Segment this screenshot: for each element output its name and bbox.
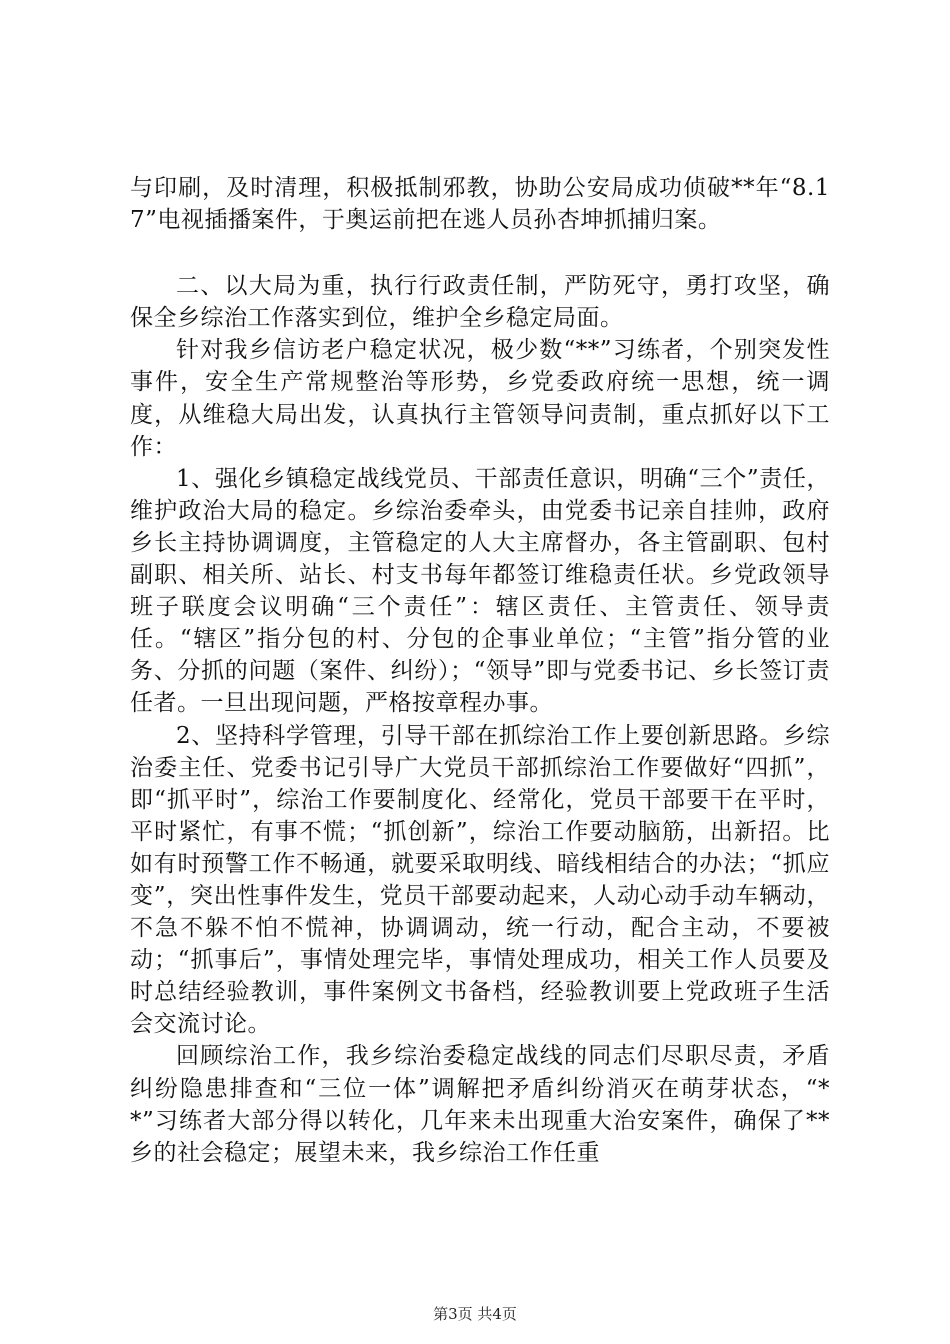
page-number-footer: 第3页 共4页 bbox=[433, 1305, 517, 1323]
paragraph-review: 回顾综治工作，我乡综治委稳定战线的同志们尽职尽责，矛盾纠纷隐患排查和“三位一体”调解把矛盾纠纷消灭在萌芽状态，“**”习练者大部分得以转化，几年来未出现重大治安案件，确保了**乡的社会稳定；展望未来，我乡综治工作任重 bbox=[130, 1043, 830, 1166]
paragraph-item-1: 1、强化乡镇稳定战线党员、干部责任意识，明确“三个”责任，维护政治大局的稳定。乡综治委牵头，由党委书记亲自挂帅，政府乡长主持协调调度，主管稳定的人大主席督办，各主管副职、包村副职、相关所、站长、村支书每年都签订维稳责任状。乡党政领导班子联度会议明确“三个责任”：辖区责任、主管责任、领导责任。“辖区”指分包的村、分包的企事业单位；“主管”指分管的业务、分抓的问题（案件、纠纷）；“领导”即与党委书记、乡长签订责任者。一旦出现问题，严格按章程办事。 bbox=[130, 465, 830, 717]
paragraph-continuation: 与印刷，及时清理，积极抵制邪教，协助公安局成功侦破**年“8.17”电视插播案件，于奥运前把在逃人员孙杏坤抓捕归案。 bbox=[130, 175, 830, 234]
paragraph-gap bbox=[130, 236, 830, 270]
paragraph-intro: 针对我乡信访老户稳定状况，极少数“**”习练者，个别突发性事件，安全生产常规整治等形势，乡党委政府统一思想，统一调度，从维稳大局出发，认真执行主管领导问责制，重点抓好以下工作： bbox=[130, 337, 830, 460]
paragraph-item-2: 2、坚持科学管理，引导干部在抓综治工作上要创新思路。乡综治委主任、党委书记引导广大党员干部抓综治工作要做好“四抓”，即“抓平时”，综治工作要制度化、经常化，党员干部要干在平时，平时紧忙，有事不慌；“抓创新”，综治工作要动脑筋，出新招。比如有时预警工作不畅通，就要采取明线、暗线相结合的办法；“抓应变”，突出性事件发生，党员干部要动起来，人动心动手动车辆动，不急不躲不怕不慌神，协调调动，统一行动，配合主动，不要被动；“抓事后”，事情处理完毕，事情处理成功，相关工作人员要及时总结经验教训，事件案例文书备档，经验教训要上党政班子生活会交流讨论。 bbox=[130, 722, 830, 1038]
section-heading-two: 二、以大局为重，执行行政责任制，严防死守，勇打攻坚，确保全乡综治工作落实到位，维护全乡稳定局面。 bbox=[130, 273, 830, 332]
document-body bbox=[130, 172, 830, 1169]
